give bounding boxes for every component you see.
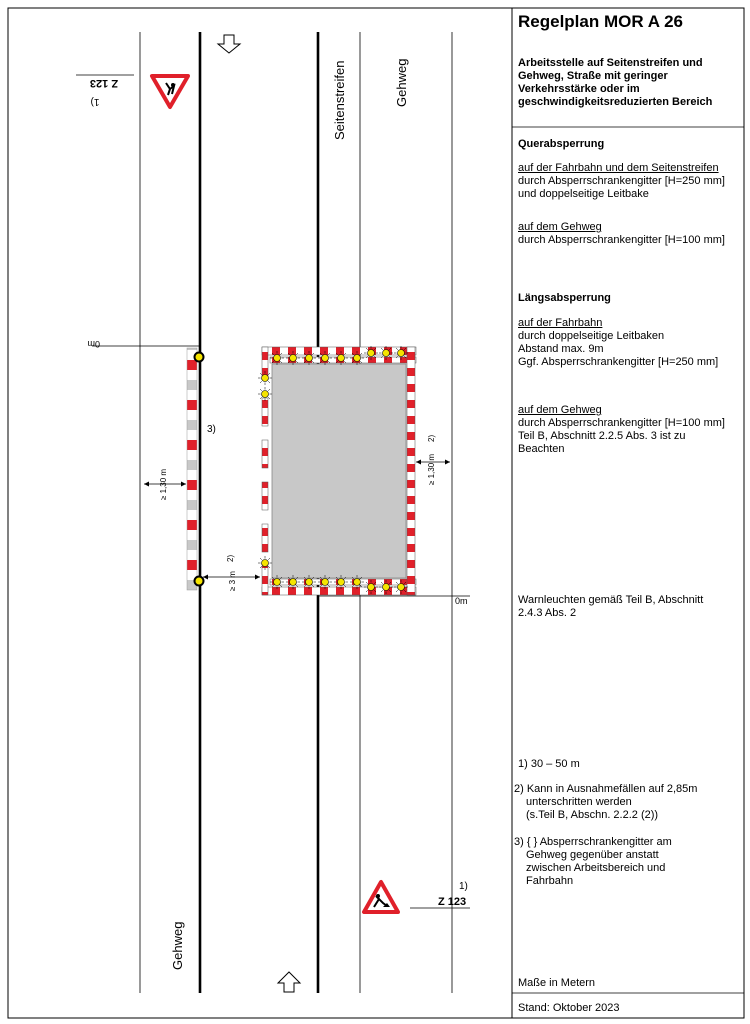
footnote-2 xyxy=(514,783,743,822)
sign-bottom-ref: 1) xyxy=(459,881,468,892)
barrier-bottom xyxy=(262,587,416,595)
gehweg-barrier-left xyxy=(187,348,197,590)
laengsabsperrung-fahrbahn-label: auf der Fahrbahn xyxy=(518,317,603,329)
leitbake-left-4 xyxy=(262,482,268,510)
querabsperrung-gehweg-label: auf dem Gehweg xyxy=(518,221,602,233)
laengsabsperrung-gehweg-line3: Beachten xyxy=(518,443,565,455)
querabsperrung-fahrbahn-label: auf der Fahrbahn und dem Seitenstreifen xyxy=(518,162,719,174)
laengsabsperrung-gehweg-line1: durch Absperrschrankengitter [H=100 mm] xyxy=(518,417,725,429)
leitbake-left-2 xyxy=(262,398,268,426)
querabsperrung-fahrbahn-line1: durch Absperrschrankengitter [H=250 mm] xyxy=(518,175,725,187)
footnote-3-line3: zwischen Arbeitsbereich und xyxy=(526,862,666,874)
laengsabsperrung-fahrbahn-line1: durch doppelseitige Leitbaken xyxy=(518,330,665,342)
barrier-right xyxy=(407,347,415,595)
dim-right-head-1 xyxy=(416,460,421,465)
warning-light-icon xyxy=(258,556,272,570)
sign-z123-top-icon xyxy=(152,76,188,107)
arrow-down-icon xyxy=(218,35,240,53)
laengsabsperrung-fahrbahn-line2: Abstand max. 9m xyxy=(518,343,604,355)
warning-light-icon xyxy=(258,371,272,385)
leitbake-bottom-icon xyxy=(195,577,204,586)
label-gehweg-bottom: Gehweg xyxy=(170,921,185,970)
warning-light-icon xyxy=(334,351,348,365)
label-seitenstreifen: Seitenstreifen xyxy=(332,60,347,140)
barrier-top xyxy=(262,347,416,355)
leitbake-top-icon xyxy=(195,353,204,362)
ref-3: 3) xyxy=(207,424,216,435)
warning-light-icon xyxy=(364,580,378,594)
page-title: Regelplan MOR A 26 xyxy=(518,12,683,31)
warning-light-icon xyxy=(302,351,316,365)
footnote-3-line4: Fahrbahn xyxy=(526,875,574,887)
warning-light-icon xyxy=(334,575,348,589)
leitbake-left-5 xyxy=(262,524,268,552)
leitbake-left-3 xyxy=(262,440,268,468)
dim-left-head-2 xyxy=(181,482,186,487)
label-gehweg-top: Gehweg xyxy=(394,58,409,107)
dim-left-head-1 xyxy=(144,482,149,487)
warning-light-icon xyxy=(394,346,408,360)
warning-light-icon xyxy=(394,580,408,594)
querabsperrung-fahrbahn-line2: und doppelseitige Leitbake xyxy=(518,188,649,200)
sign-z123-bottom-icon xyxy=(364,882,398,912)
dim-left-label: ≥ 1,30 m xyxy=(159,468,168,500)
sign-bottom-code: Z 123 xyxy=(438,896,467,908)
leitbake-left-6 xyxy=(262,566,268,595)
warning-light-icon xyxy=(270,575,284,589)
dim-right-head-2 xyxy=(445,460,450,465)
footnote-3 xyxy=(514,836,743,888)
warning-light-icon xyxy=(364,346,378,360)
footnote-3-line1: 3) { } Absperrschrankengitter am xyxy=(514,836,672,848)
sign-top-ref: 1) xyxy=(90,96,100,107)
dim-gap-ref: 2) xyxy=(226,554,235,562)
warning-light-icon xyxy=(379,580,393,594)
dim-right-ref: 2) xyxy=(427,434,436,442)
laengsabsperrung-gehweg-line2: Teil B, Abschnitt 2.2.5 Abs. 3 ist zu xyxy=(518,430,686,442)
footnote-2-line3: (s.Teil B, Abschn. 2.2.2 (2)) xyxy=(526,809,659,821)
laengsabsperrung-fahrbahn-line3: Ggf. Absperrschrankengitter [H=250 mm] xyxy=(518,356,719,368)
footnote-2-line1: 2) Kann in Ausnahmefällen auf 2,85m xyxy=(514,783,698,795)
laengsabsperrung-heading: Längsabsperrung xyxy=(518,292,611,304)
footnote-3-line2: Gehweg gegenüber anstatt xyxy=(526,849,659,861)
warning-light-icon xyxy=(286,351,300,365)
warnleuchten-line2: 2.4.3 Abs. 2 xyxy=(518,607,577,619)
masse-note: Maße in Metern xyxy=(518,977,596,989)
warning-light-icon xyxy=(318,575,332,589)
querabsperrung-fahrbahn xyxy=(518,162,743,201)
warnleuchten-line1: Warnleuchten gemäß Teil B, Abschnitt xyxy=(518,594,704,606)
zero-label-right: 0m xyxy=(455,596,468,606)
dim-right-label: ≥ 1,30 m xyxy=(427,453,436,485)
page-subtitle: Arbeitsstelle auf Seitenstreifen und Gehweg, Straße mit geringer Verkehrsstärke oder im geschwindigkeitsreduzierten Bereich xyxy=(518,57,713,108)
laengsabsperrung-gehweg xyxy=(518,404,743,456)
laengsabsperrung-fahrbahn xyxy=(518,317,743,369)
warning-light-icon xyxy=(286,575,300,589)
querabsperrung-gehweg-line1: durch Absperrschrankengitter [H=100 mm] xyxy=(518,234,725,246)
zero-label-left: 0m xyxy=(87,339,100,349)
dim-gap-label: ≥ 3 m xyxy=(228,571,237,591)
querabsperrung-heading: Querabsperrung xyxy=(518,138,605,150)
warning-light-icon xyxy=(350,351,364,365)
warning-light-icon xyxy=(270,351,284,365)
warning-light-icon xyxy=(318,351,332,365)
footnote-2-line2: unterschritten werden xyxy=(526,796,632,808)
footnote-1 xyxy=(518,758,743,771)
sign-top-code: Z 123 xyxy=(89,77,119,89)
warning-light-icon xyxy=(302,575,316,589)
querabsperrung-gehweg xyxy=(518,221,743,247)
footnote-1-text: 1) 30 – 50 m xyxy=(518,758,580,770)
stand-note: Stand: Oktober 2023 xyxy=(518,1002,620,1014)
dim-gap-head-2 xyxy=(255,575,260,580)
warning-light-icon xyxy=(350,575,364,589)
warning-light-icon xyxy=(258,387,272,401)
warnleuchten-note xyxy=(518,594,743,620)
warning-light-icon xyxy=(379,346,393,360)
work-area xyxy=(272,364,406,578)
laengsabsperrung-gehweg-label: auf dem Gehweg xyxy=(518,404,602,416)
arrow-up-icon xyxy=(278,972,300,992)
